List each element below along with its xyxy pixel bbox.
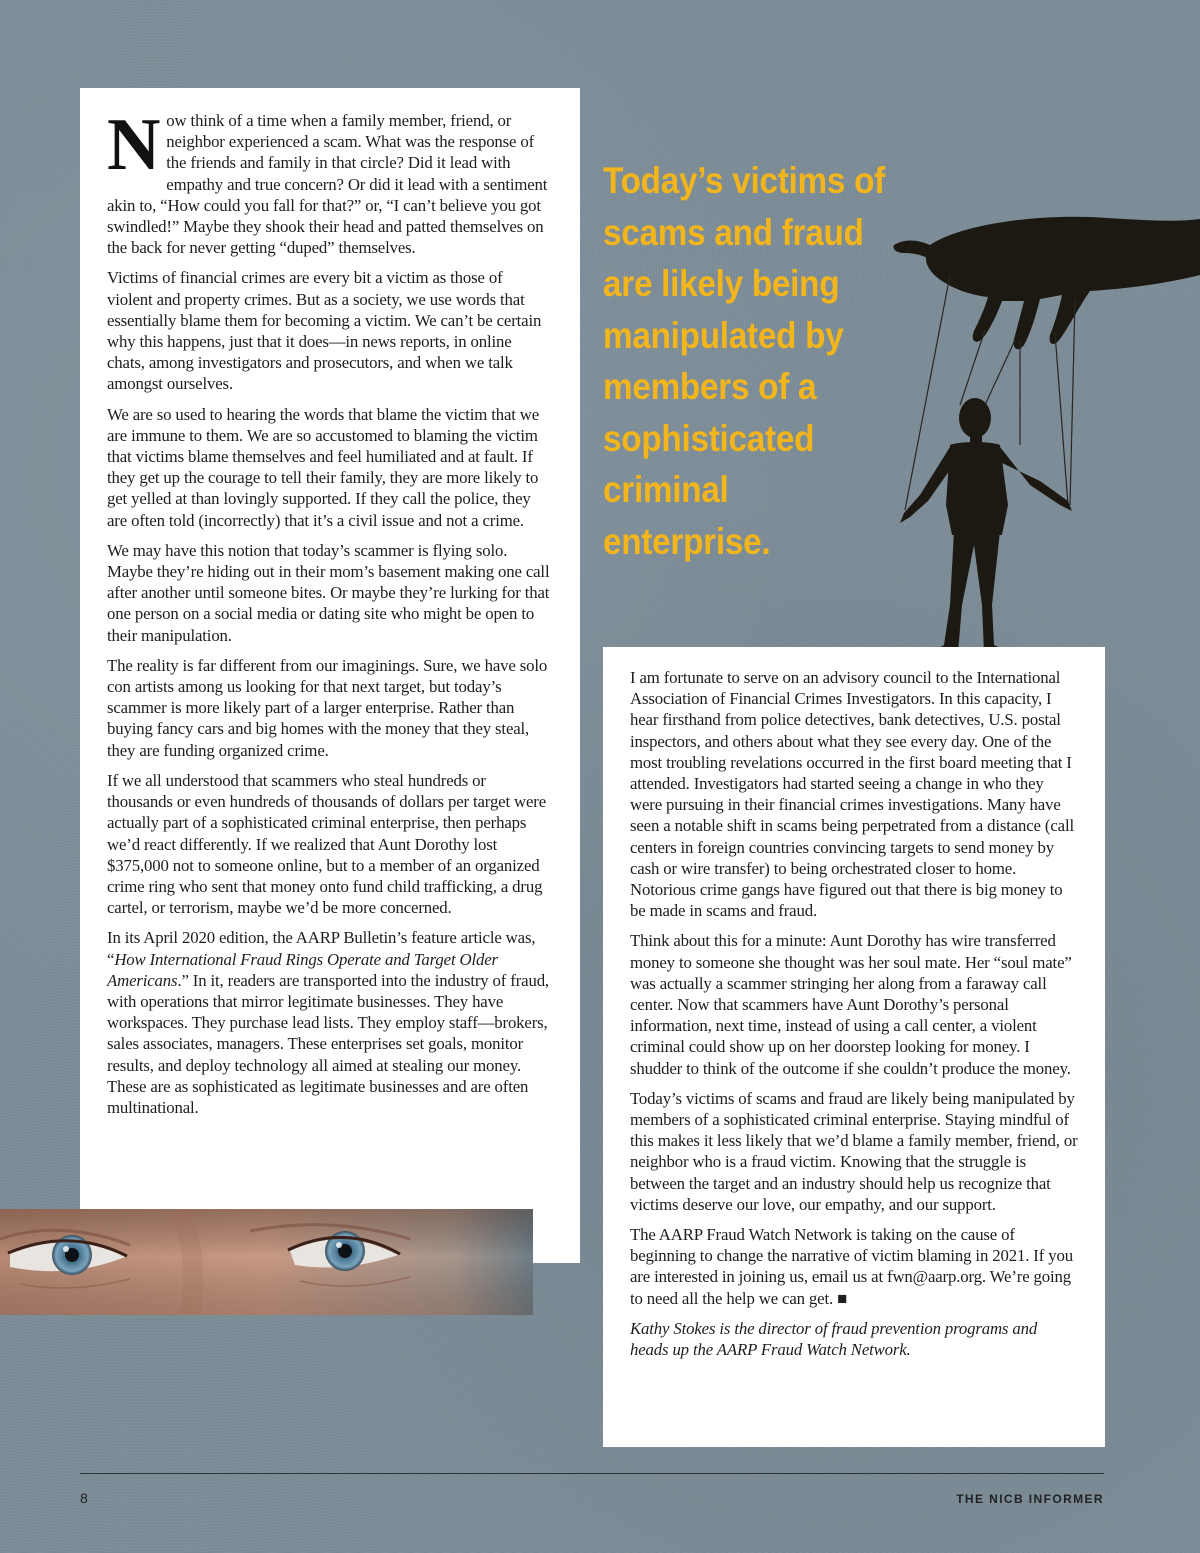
end-mark: ■ [837,1288,848,1308]
article-paragraph: The reality is far different from our imaginings. Sure, we have solo con artists among us looking for that next target, but today’s scammer is more likely part of a larger enterprise. Rather than buying fancy cars and big homes with the money that they steal, they are funding organized crime. [107,655,548,760]
article-paragraph [630,1224,1078,1309]
article-paragraph: We are so used to hearing the words that blame the victim that we are immune to them. We are so accustomed to blaming the victim that victims blame themselves and feel humiliated and at fault. If they get up the courage to tell their family, they are more likely to get yelled at than lovingly supported. If they call the police, they are often told (incorrectly) that it’s a civil issue and not a crime. [107,404,540,530]
pull-quote: Today’s victims of scams and fraud are likely being manipulated by members of a sophisticated criminal enterprise. [603,160,885,562]
article-title-citation: How International Fraud Rings Operate and Target Older Americans [107,949,498,990]
author-byline: Kathy Stokes is the director of fraud prevention programs and heads up the AARP Fraud Watch Network. [630,1318,1038,1360]
article-paragraph: I am fortunate to serve on an advisory council to the International Association of Financial Crimes Investigators. In this capacity, I hear firsthand from police detectives, bank detectives, U.S. postal inspectors, and others about what they see every day. One of the most troubling revelations occurred in the first board meeting that I attended. Investigators had started seeing a change in who they were pursuing in their financial crimes investigations. Many have seen a notable shift in scams being perpetrated from a distance (call centers in foreign countries convincing targets to send money by cash or wire transfer) to being orchestrated closer to home. Notorious crime gangs have figured out that there is big money to be made in scams and fraud. [630,668,1074,921]
paragraph-text: ow think of a time when a family member, friend, or neighbor experienced a scam. What was the response of the friends and family in that circle? Did it lead with empathy and true concern? Or did it lead with a sentiment akin to, “How could you fall for that?” or, “I can’t believe you got swindled!” Maybe they shook their head and patted themselves on the back for never getting “duped” themselves. [107,111,548,258]
article-paragraph: Today’s victims of scams and fraud are likely being manipulated by members of a sophisticated criminal enterprise. Staying mindful of this makes it less likely that we’d blame a family member, friend, or neighbor who is a fraud victim. Knowing that the struggle is between the target and an industry should help us recognize that victims deserve our love, our empathy, and our support. [630,1088,1078,1214]
article-paragraph: Think about this for a minute: Aunt Dorothy has wire transferred money to someone she thought was her soul mate. Her “soul mate” was actually a scammer stringing her along from a faraway call center. Now that scammers have Aunt Dorothy’s personal information, next time, instead of using a call center, a violent criminal could show up on her doorstep looking for money. I shudder to think of the outcome if she couldn’t produce the money. [630,931,1072,1078]
eyes-photo [0,1209,533,1315]
paragraph-text: In its April 2020 edition, the AARP Bulletin’s feature article was, “ [107,928,536,969]
article-paragraph: If we all understood that scammers who steal hundreds or thousands or even hundreds of thousands of dollars per target were actually part of a sophisticated criminal enterprise, then perhaps we’d react differently. If we realized that Aunt Dorothy lost $375,000 not to someone online, but to a member of an organized crime ring who sent that money onto fund child trafficking, a drug cartel, or terrorism, maybe we’d be more concerned. [107,770,547,918]
article-paragraph: Victims of financial crimes are every bit a victim as those of violent and property crimes. But as a society, we use words that essentially blame them for becoming a victim. We can’t be certain why this happens, just that it does—in news reports, in online chats, among investigators and prosecutors, and when we talk amongst ourselves. [107,268,542,394]
article-paragraph [107,927,552,1118]
article-paragraph: We may have this notion that today’s scammer is flying solo. Maybe they’re hiding out in their mom’s basement making one call after another until someone bites. Or maybe they’re lurking for that one person on a social media or dating site who might be open to their manipulation. [107,540,550,645]
right-article-panel [603,647,1105,1447]
paragraph-text: .” In it, readers are transported into the industry of fraud, with operations that mirror legitimate businesses. They have workspaces. They purchase lead lists. They employ staff—brokers, sales associates, managers. These enterprises set goals, monitor results, and deploy technology all aimed at stealing our money. These are as sophisticated as legitimate businesses and are often multinational. [107,970,549,1117]
drop-cap: N [107,104,161,186]
footer-rule [80,1473,1104,1474]
page-number: 8 [80,1490,88,1506]
article-paragraph [107,104,552,258]
puppet-silhouette-illustration [890,205,1200,655]
left-article-panel [80,88,580,1263]
publication-name: THE NICB INFORMER [956,1492,1104,1506]
paragraph-text: The AARP Fraud Watch Network is taking on the cause of beginning to change the narrative of victim blaming in 2021. If you are interested in joining us, email us at fwn@aarp.org. We’re going to need all the help we can get. [630,1225,1073,1308]
